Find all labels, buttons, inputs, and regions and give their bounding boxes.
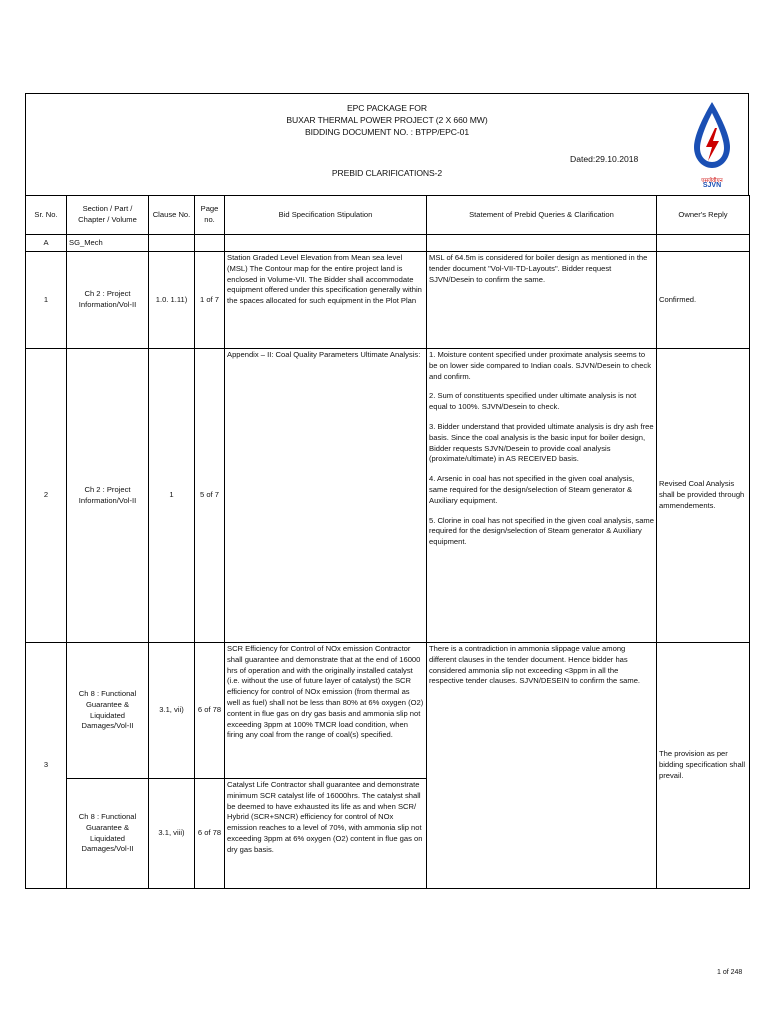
table-header-row bbox=[26, 196, 750, 235]
group-row bbox=[26, 235, 750, 252]
clarification-table bbox=[25, 195, 750, 889]
row-section: Ch 2 : Project Information/Vol-II bbox=[67, 252, 149, 349]
col-header-clause: Clause No. bbox=[149, 196, 195, 235]
row-clause: 3.1, vii) bbox=[149, 643, 195, 779]
row-bid: Catalyst Life Contractor shall guarantee and demonstrate minimum SCR catalyst life of 16000hrs. The catalyst shall be deemed to have exhausted its life as and when SCR/ Hybrid (SCR+SNCR) efficiency for control of NOx emission reaches to a level of 70%, with ammonia slip not exceeding 3ppm at 6% oxygen (O2) content in flue gas on dry gas basis. bbox=[225, 779, 427, 889]
row-reply: Revised Coal Analysis shall be provided through ammendements. bbox=[657, 349, 750, 643]
header-line-3: BIDDING DOCUMENT NO. : BTPP/EPC-01 bbox=[304, 127, 470, 137]
query-paragraph: 3. Bidder understand that provided ultimate analysis is dry ash free basis. Since the coal analysis is the basic input for boiler design, Bidder requests SJVN/Desein to provide coal analysis (proximate/ultimate) in AS RECEIVED basis. bbox=[429, 421, 654, 464]
col-header-query: Statement of Prebid Queries & Clarification bbox=[427, 196, 657, 235]
row-bid: Station Graded Level Elevation from Mean sea level (MSL) The Contour map for the entire project land is enclosed in Volume-VII. The Bidder shall accommodate equipment offered under this specification generally within the spaces allocated for such equipment in the Plot Plan bbox=[225, 252, 427, 349]
col-header-reply: Owner's Reply bbox=[657, 196, 750, 235]
table-row bbox=[26, 349, 750, 643]
header-line-1: EPC PACKAGE FOR bbox=[347, 103, 427, 113]
row-reply: Confirmed. bbox=[657, 252, 750, 349]
query-paragraph: 2. Sum of constituents specified under ultimate analysis is not equal to 100%. SJVN/Desein to check. bbox=[429, 391, 637, 412]
header-line-2: BUXAR THERMAL POWER PROJECT (2 X 660 MW) bbox=[286, 115, 488, 125]
row-sr: 2 bbox=[26, 349, 67, 643]
sjvn-logo bbox=[687, 98, 737, 188]
row-page: 6 of 78 bbox=[195, 779, 225, 889]
row-section: Ch 8 : Functional Guarantee & Liquidated Damages/Vol-II bbox=[67, 643, 149, 779]
row-query bbox=[427, 252, 657, 349]
col-header-page: Page no. bbox=[195, 196, 225, 235]
query-paragraph: 5. Clorine in coal has not specified in the given coal analysis, same required for the design/selection of Steam generator & Auxiliary equipment. bbox=[429, 515, 654, 547]
col-header-section: Section / Part / Chapter / Volume bbox=[67, 196, 149, 235]
row-section: Ch 8 : Functional Guarantee & Liquidated Damages/Vol-II bbox=[67, 779, 149, 889]
query-paragraph: MSL of 64.5m is considered for boiler design as mentioned in the tender document "Vol-VII-TD-Layouts". Bidder request SJVN/Desein to confirm the same. bbox=[429, 253, 648, 284]
query-paragraph: 4. Arsenic in coal has not specified in the given coal analysis, same required for the design/selection of Steam generator & Auxiliary equipment. bbox=[429, 474, 635, 505]
row-clause: 3.1, viii) bbox=[149, 779, 195, 889]
table-row bbox=[26, 252, 750, 349]
row-clause: 1.0. 1.11) bbox=[149, 252, 195, 349]
row-query: There is a contradiction in ammonia slippage value among different clauses in the tender document. Hence bidder has considered ammonia slip not exceeding <3ppm in all the respective tender clauses. SJVN/DESEIN to confirm the same. bbox=[427, 643, 657, 889]
col-header-sr: Sr. No. bbox=[26, 196, 67, 235]
row-section: Ch 2 : Project Information/Vol-II bbox=[67, 349, 149, 643]
row-page: 1 of 7 bbox=[195, 252, 225, 349]
row-bid: Appendix – II: Coal Quality Parameters Ultimate Analysis: bbox=[225, 349, 427, 643]
document-page bbox=[25, 93, 749, 893]
header-line-4: PREBID CLARIFICATIONS-2 bbox=[331, 168, 443, 178]
row-query bbox=[427, 349, 657, 643]
row-sr: 3 bbox=[26, 643, 67, 889]
query-paragraph: 1. Moisture content specified under proximate analysis seems to be on lower side compared to Indian coals. SJVN/Desein to check and confirm. bbox=[429, 350, 652, 381]
logo-name: SJVN bbox=[702, 182, 722, 189]
sjvn-drop-icon bbox=[687, 98, 737, 176]
table-row bbox=[26, 643, 750, 779]
row-bid: SCR Efficiency for Control of NOx emission Contractor shall guarantee and demonstrate that at the end of 16000 hrs of operation and with the originally installed catalyst (i.e. without the use of future layer of catalyst) the SCR efficiency for control of NOx emission (from thermal as well as fuel) shall not be less than 80% at 6% oxygen (O2) content in flue gas on dry gas basis and ammonia slip not exceeding 3ppm at 100% TMCR load condition, when firing any coal from the range of coal(s) specified. bbox=[225, 643, 427, 779]
row-reply: The provision as per bidding specification shall prevail. bbox=[657, 643, 750, 889]
row-sr: 1 bbox=[26, 252, 67, 349]
row-page: 5 of 7 bbox=[195, 349, 225, 643]
group-id: A bbox=[26, 235, 67, 252]
header-dated: Dated:29.10.2018 bbox=[570, 154, 639, 164]
document-header bbox=[25, 93, 749, 196]
page-number: 1 of 248 bbox=[717, 969, 743, 976]
col-header-bid: Bid Specification Stipulation bbox=[225, 196, 427, 235]
logo-hindi-text: एसजेवीएन bbox=[701, 178, 723, 184]
row-page: 6 of 78 bbox=[195, 643, 225, 779]
row-clause: 1 bbox=[149, 349, 195, 643]
group-name: SG_Mech bbox=[67, 235, 149, 252]
